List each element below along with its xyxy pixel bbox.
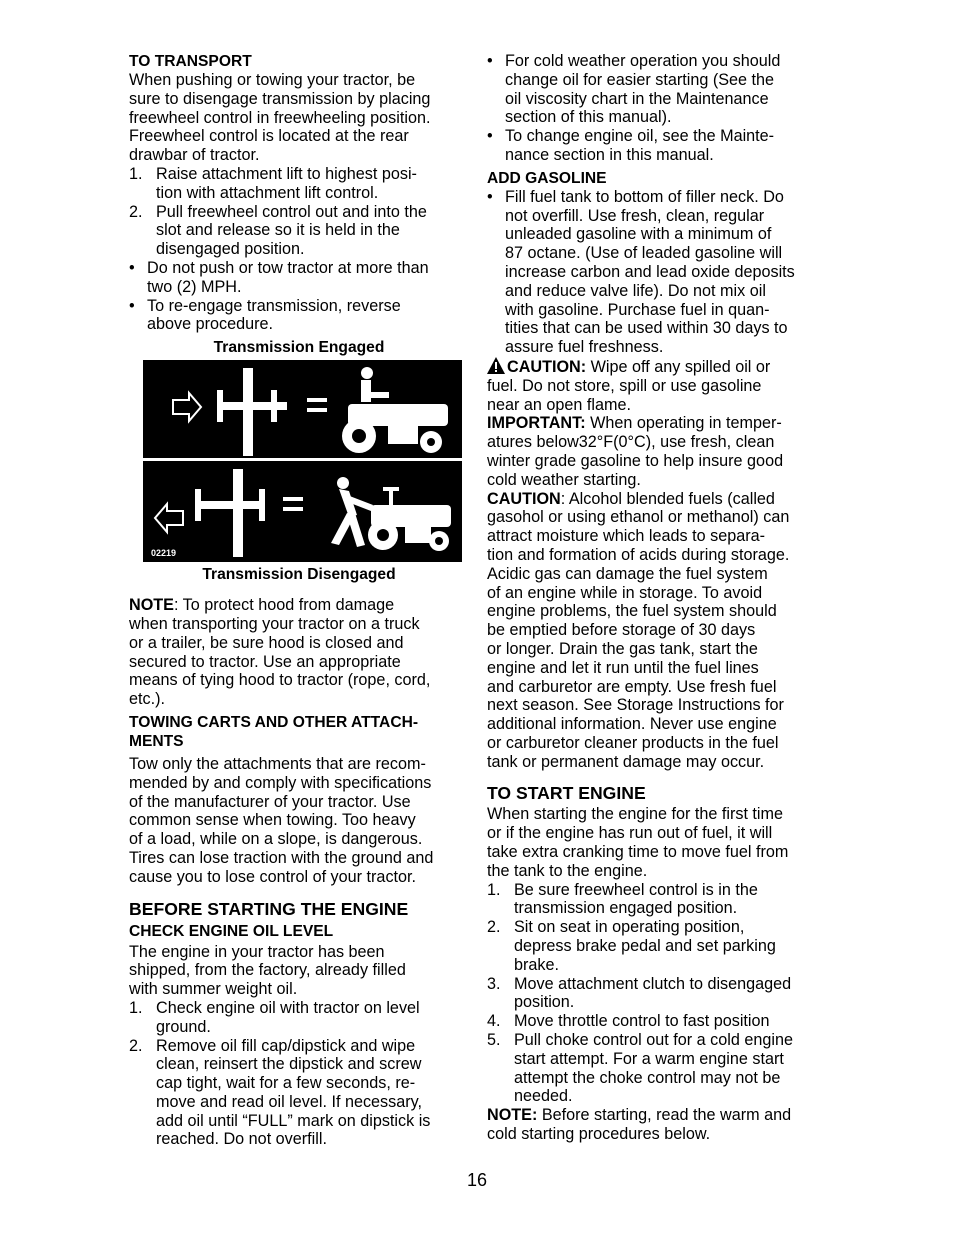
page-number: 16 [466,1170,488,1190]
oil-heading: CHECK ENGINE OIL LEVEL [129,922,334,940]
start-step: 2. Sit on seat in operating position, depress brake pedal and set parking brake. [487,918,776,974]
disengaged-panel [143,461,462,560]
gas-heading: ADD GASOLINE [487,169,607,187]
start-step: 4. Move throttle control to fast position [487,1012,770,1031]
engaged-illustration [143,360,462,459]
engaged-panel [143,360,462,459]
transport-step: 2. Pull freewheel control out and into the slot and release so it is held in the disengaged position. [129,202,427,259]
tractor-rider-icon [342,367,448,453]
right-column [487,52,827,1144]
person-pushing-tractor-icon [331,477,451,551]
oil-intro: The engine in your tractor has been shipped, from the factory, already filled with summer weight oil. [129,942,406,999]
figure-caption-disengaged: Transmission Disengaged [202,566,396,584]
important-label: IMPORTANT: [487,414,586,433]
transport-step: 1. Raise attachment lift to highest posi- tion with attachment lift control. [129,164,417,202]
transport-bullet: • Do not push or tow tractor at more than two (2) MPH. [129,258,429,296]
oil-bullet: • For cold weather operation you should change oil for easier starting (See the oil viscosity chart in the Maintenance section of this manual). [487,52,781,127]
transport-intro: When pushing or towing your tractor, be sure to disengage transmission by placing freewheel control in freewheeling position. Freewheel control is located at the rear drawbar of tractor. [129,71,431,165]
warning-icon [487,357,505,374]
note-label: NOTE [129,596,174,615]
note-paragraph: NOTE: To protect hood from damage when transporting your tractor on a truck or a trailer, be sure hood is closed and secured to tractor. Use an appropriate means of tying hood to tractor (rope, cord, etc.). [129,596,431,709]
start-engine-heading: TO START ENGINE [487,783,646,804]
oil-bullet: • To change engine oil, see the Mainte- nance section in this manual. [487,127,775,164]
start-intro: When starting the engine for the first time or if the engine has run out of fuel, it will take extra cranking time to move fuel from the tank to the engine. [487,805,789,880]
start-step: 5. Pull choke control out for a cold engine start attempt. For a warm engine start attempt the choke control may not be needed. [487,1031,793,1106]
oil-step: 2. Remove oil fill cap/dipstick and wipe clean, reinsert the dipstick and screw cap tight, wait for a few seconds, re- move and read oil level. If necessary, add oil until “FULL” mark on dipstick is reached. Do not overfill. [129,1036,431,1149]
caution-paragraph: CAUTION: Wipe off any spilled oil or fuel. Do not store, spill or use gasoline near an open flame. [487,357,771,414]
caution-label: CAUTION: [507,357,587,376]
oil-step: 1. Check engine oil with tractor on level ground. [129,998,420,1036]
start-note: NOTE: Before starting, read the warm and cold starting procedures below. [487,1106,792,1144]
gas-bullet: • Fill fuel tank to bottom of filler neck. Do not overfill. Use fresh, clean, regular unleaded gasoline with a minimum of 87 octane. (Use of leaded gasoline will increase carbon and lead oxide deposits and reduce valve life). Do not mix oil with gasoline. Purchase fuel in quan- tities that can be used within 30 days to assure fuel freshness. [487,187,795,357]
arrow-right-icon [173,393,201,421]
start-note-label: NOTE: [487,1106,538,1125]
transport-heading: TO TRANSPORT [129,53,252,70]
towing-heading: TOWING CARTS AND OTHER ATTACH- MENTS [129,713,419,750]
transmission-figure [143,360,462,562]
towing-text: Tow only the attachments that are recom- mended by and comply with specifications of the manufacturer of your tractor. Use common sense when towing. Too heavy of a load, while on a slope, is dangerous. Tires can lose traction with the ground and cause you to lose control of your tractor. [129,754,434,886]
transport-bullet: • To re-engage transmission, reverse above procedure. [129,296,401,334]
caution-alcohol-label: CAUTION [487,489,561,508]
start-step: 3. Move attachment clutch to disengaged position. [487,974,792,1012]
important-paragraph: IMPORTANT: When operating in temper- atures below32°F(0°C), use fresh, clean winter grade gasoline to help insure good cold weather starting. [487,414,784,489]
start-step: 1. Be sure freewheel control is in the transmission engaged position. [487,880,758,918]
figure-code: 02219 [151,548,177,559]
arrow-left-icon [155,504,183,532]
caution-alcohol-paragraph: CAUTION: Alcohol blended fuels (called gasohol or using ethanol or methanol) can attract moisture which leads to separa- tion and formation of acids during storage. Acidic gas can damage the fuel system of an engine while in storage. To avoid engine problems, the fuel system should be emptied before storage of 30 days or longer. Drain the gas tank, start the engine and let it run until the fuel lines and carburetor are empty. Use fresh fuel next season. See Storage Instructions for additional information. Never use engine or carburetor cleaner products in the fuel tank or permanent damage may occur. [487,489,790,771]
figure-caption-engaged: Transmission Engaged [213,339,385,357]
left-column [129,52,469,1149]
before-starting-heading: BEFORE STARTING THE ENGINE [129,898,409,919]
disengaged-illustration [143,461,462,560]
